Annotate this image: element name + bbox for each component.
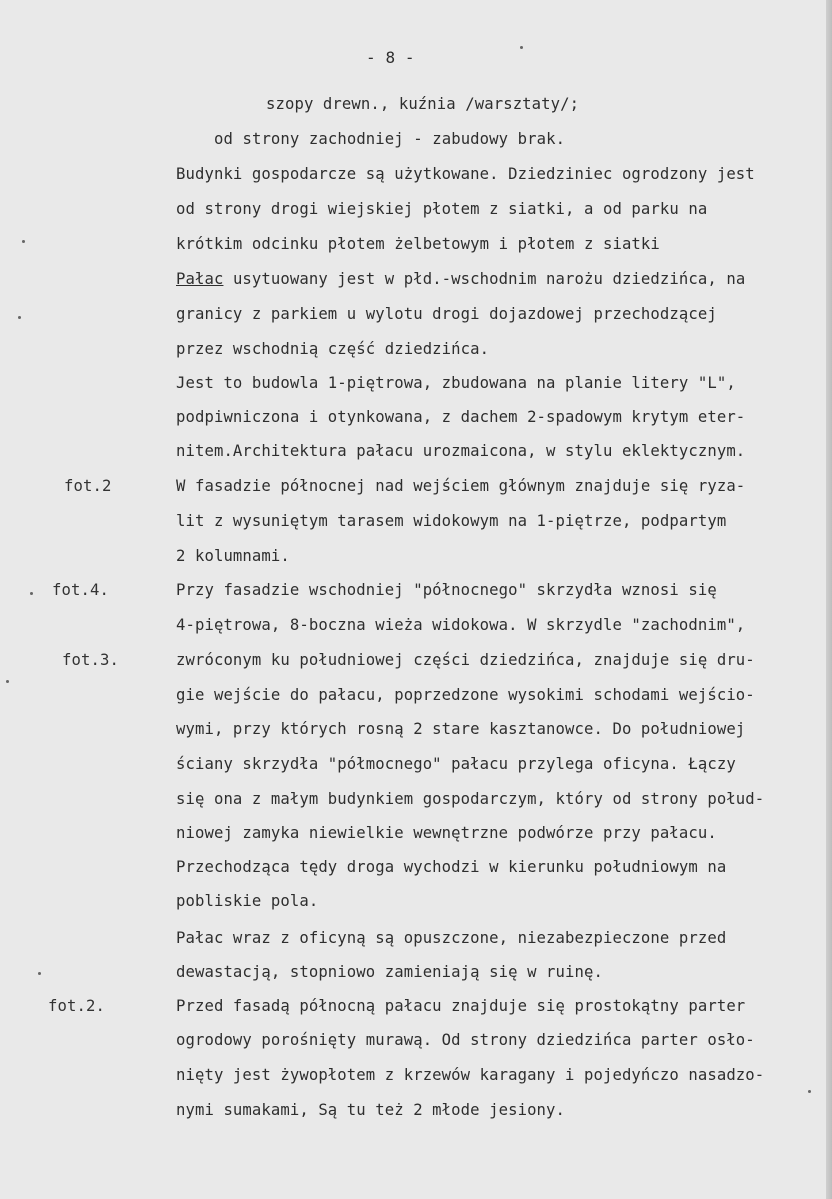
ink-speck [808, 1090, 811, 1093]
text-line: pobliskie pola. [176, 892, 319, 910]
text-line: się ona z małym budynkiem gospodarczym, który od strony połud- [176, 790, 765, 808]
text-line: niowej zamyka niewielkie wewnętrzne podwórze przy pałacu. [176, 824, 717, 842]
text-line: przez wschodnią część dziedzińca. [176, 340, 490, 358]
margin-note: fot.3. [62, 651, 119, 669]
ink-speck [22, 240, 25, 243]
text-line: Budynki gospodarcze są użytkowane. Dziedziniec ogrodzony jest [176, 165, 755, 183]
text-line: nymi sumakami, Są tu też 2 młode jesiony. [176, 1101, 566, 1119]
text-line: od strony zachodniej - zabudowy brak. [214, 130, 566, 148]
margin-note: fot.2 [64, 477, 112, 495]
text-line: Jest to budowla 1-piętrowa, zbudowana na planie litery "L", [176, 374, 736, 392]
ink-speck [6, 680, 9, 683]
ink-speck [30, 592, 33, 595]
text-line: 2 kolumnami. [176, 547, 290, 565]
text-line: gie wejście do pałacu, poprzedzone wysokimi schodami wejścio- [176, 686, 755, 704]
text-line: ściany skrzydła "półmocnego" pałacu przylega oficyna. Łączy [176, 755, 736, 773]
text-line: wymi, przy których rosną 2 stare kasztanowce. Do południowej [176, 720, 746, 738]
page-number: - 8 - [366, 48, 415, 67]
margin-note: fot.2. [48, 997, 105, 1015]
text-line: szopy drewn., kuźnia /warsztaty/; [266, 95, 580, 113]
page-edge-shadow [826, 0, 832, 1199]
text-line: od strony drogi wiejskiej płotem z siatki, a od parku na [176, 200, 708, 218]
text-line: zwróconym ku południowej części dziedzińca, znajduje się dru- [176, 651, 755, 669]
ink-speck [520, 46, 523, 49]
underlined-word: Pałac [176, 270, 224, 288]
text-line: Przechodząca tędy droga wychodzi w kierunku południowym na [176, 858, 727, 876]
text-line: dewastacją, stopniowo zamieniają się w ruinę. [176, 963, 603, 981]
ink-speck [18, 316, 21, 319]
text-line: Pałac wraz z oficyną są opuszczone, niezabezpieczone przed [176, 929, 727, 947]
margin-note: fot.4. [52, 581, 109, 599]
text-line: krótkim odcinku płotem żelbetowym i płotem z siatki [176, 235, 660, 253]
text-line: W fasadzie północnej nad wejściem głównym znajduje się ryza- [176, 477, 746, 495]
text-line: Przy fasadzie wschodniej "północnego" skrzydła wznosi się [176, 581, 717, 599]
text-line: nięty jest żywopłotem z krzewów karagany i pojedyńczo nasadzo- [176, 1066, 765, 1084]
text-line: Przed fasadą północną pałacu znajduje się prostokątny parter [176, 997, 746, 1015]
text-line: podpiwniczona i otynkowana, z dachem 2-spadowym krytym eter- [176, 408, 746, 426]
text-line: granicy z parkiem u wylotu drogi dojazdowej przechodzącej [176, 305, 717, 323]
text-line: 4-piętrowa, 8-boczna wieża widokowa. W skrzydle "zachodnim", [176, 616, 746, 634]
ink-speck [38, 972, 41, 975]
text-span: usytuowany jest w płd.-wschodnim narożu dziedzińca, na [223, 270, 746, 288]
text-line: nitem.Architektura pałacu urozmaicona, w stylu eklektycznym. [176, 442, 746, 460]
text-line: lit z wysuniętym tarasem widokowym na 1-piętrze, podpartym [176, 512, 727, 530]
text-line [176, 269, 745, 289]
text-line: ogrodowy porośnięty murawą. Od strony dziedzińca parter osło- [176, 1031, 755, 1049]
